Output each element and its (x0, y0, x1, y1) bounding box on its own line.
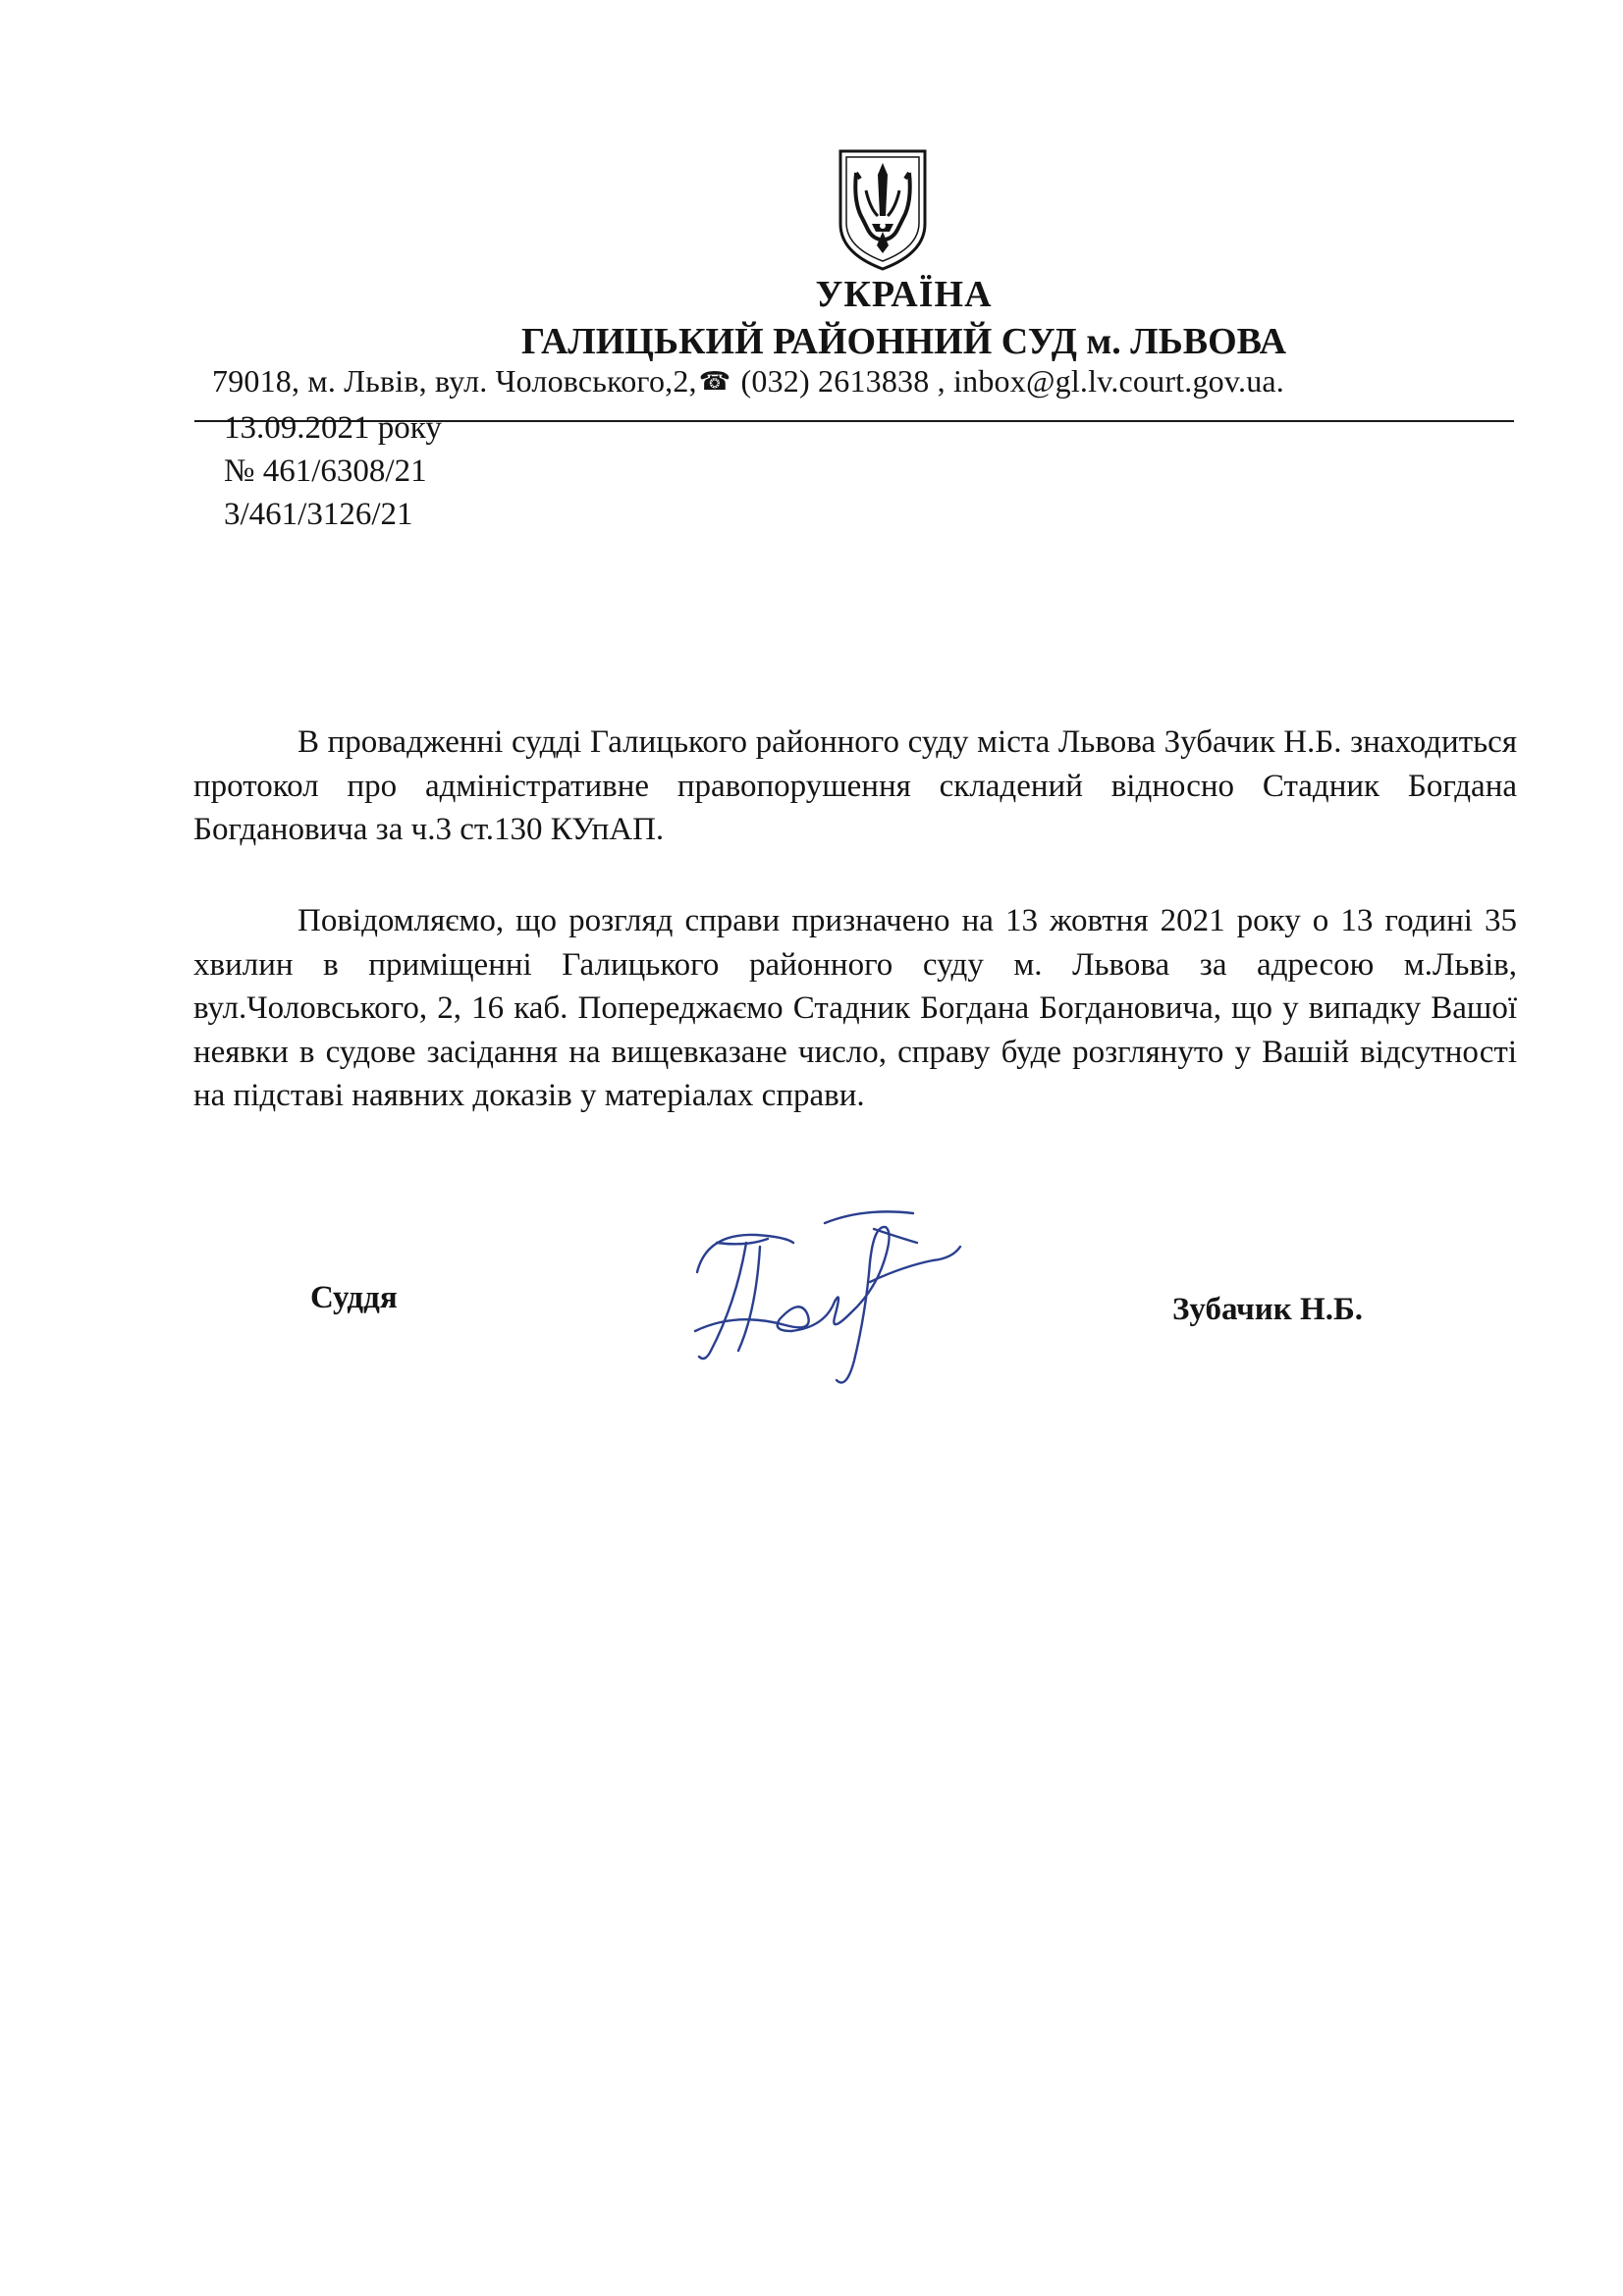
trident-emblem-icon (837, 147, 929, 273)
body-paragraph-1: В провадженні судді Галицького районного суду міста Львова Зубачик Н.Б. знаходиться протокол про адміністративне правопорушення складений відносно Стадник Богдана Богдановича за ч.3 ст.130 КУпАП. (193, 724, 1517, 847)
country-heading: УКРАЇНА (815, 274, 993, 315)
signatory-name: Зубачик Н.Б. (1172, 1292, 1364, 1327)
court-contact-line (212, 363, 1518, 400)
signatory-role: Суддя (310, 1280, 398, 1315)
court-phone: (032) 2613838 , (732, 363, 946, 399)
court-email: inbox@gl.lv.court.gov.ua. (945, 363, 1284, 399)
court-name-heading: ГАЛИЦЬКИЙ РАЙОННИЙ СУД м. ЛЬВОВА (520, 321, 1287, 362)
court-address: 79018, м. Львів, вул. Чоловського,2, (212, 363, 697, 399)
body-paragraph-2: Повідомляємо, що розгляд справи призначено на 13 жовтня 2021 року о 13 годині 35 хвилин в приміщенні Галицького районного суду м. Львова за адресою м.Львів, вул.Чоловського, 2, 16 каб. Попереджаємо Стадник Богдана Богдановича, що у випадку Вашої неявки в судове засідання на вищевказане число, справу буде розглянуто у Вашій відсутності на підставі наявних доказів у матеріалах справи. (193, 903, 1517, 1113)
handwritten-signature (677, 1203, 972, 1400)
phone-icon: ☎ (698, 367, 731, 396)
proceeding-number: 3/461/3126/21 (224, 497, 413, 532)
case-number: № 461/6308/21 (224, 454, 427, 489)
letter-date: 13.09.2021 року (224, 410, 442, 446)
